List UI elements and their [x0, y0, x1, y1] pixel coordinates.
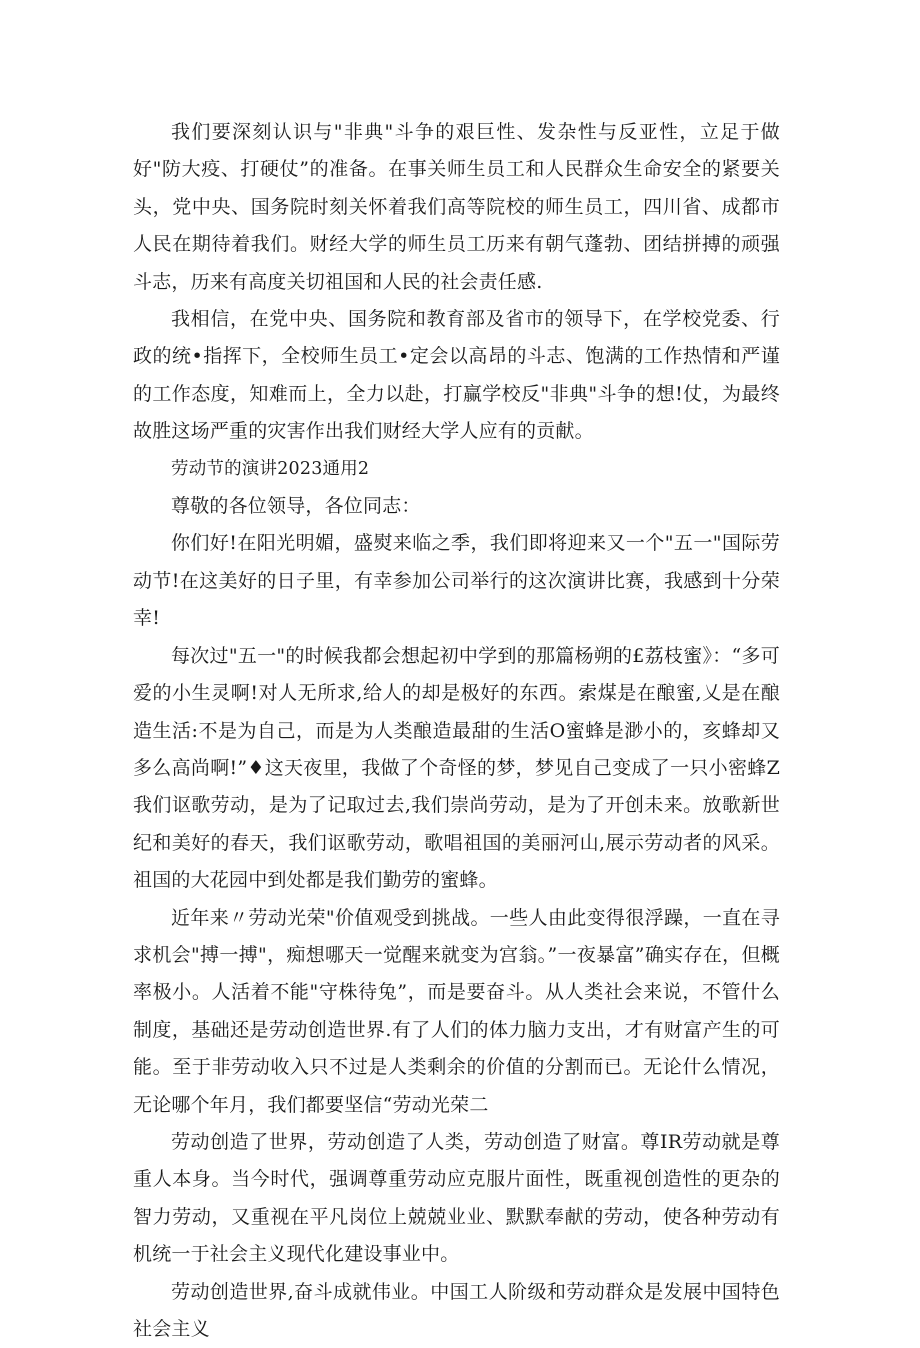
- section-title: 劳动节的演讲2023通用2: [171, 458, 370, 479]
- paragraph-belief-and-contribution: 我相信，在党中央、国务院和教育部及省市的领导下，在学校党委、行政的统•指挥下，全校师生员工•定会以高昂的斗志、饱满的工作热情和严谨的工作态度，知难而上，全力以赴，打赢学校反"非典"斗争的想!仗，为最终故胜这场严重的灾害作出我们财经大学人应有的贡献。: [133, 308, 780, 443]
- paragraph-greeting: 你们好!在阳光明媚，盛熨来临之季，我们即将迎来又一个"五一"国际劳动节!在这美好的日子里，有幸参加公司举行的这次演讲比赛，我感到十分荣幸!: [133, 532, 780, 630]
- paragraph-labor-values: 近年来〃劳动光荣"价值观受到挑战。一些人由此变得很浮躁，一直在寻求机会"搏一搏"，痴想哪天一觉醒来就变为宫翁。”一夜暴富”确实存在，但概率极小。人活着不能"守株待兔”，而是要奋斗。从人类社会来说，不管什么制度，基础还是劳动创造世界.有了人们的体力脑力支出，才有财富产生的可能。至于非劳动收入只不过是人类剩余的价值的分割而已。无论什么情况，无论哪个年月，我们都要坚信“劳动光荣二: [133, 906, 780, 1116]
- document-body: [133, 114, 780, 1348]
- paragraph-respect-labor: 劳动创造了世界，劳动创造了人类，劳动创造了财富。尊IR劳动就是尊重人本身。当今时代，强调尊重劳动应克服片面性，既重视创造性的更杂的智力劳动，又重视在平凡岗位上兢兢业业、默默奉献的劳动，使各种劳动有机统一于社会主义现代化建设事业中。: [133, 1130, 780, 1266]
- paragraph-fight-sars-difficulty: 我们要深刻认识与"非典"斗争的艰巨性、发杂性与反亚性，立足于做好"防大疫、打硬仗”的准备。在事关师生员工和人民群众生命安全的紧要关头，党中央、国务院时刻关怀着我们高等院校的师生员工，四川省、成都市人民在期待着我们。财经大学的师生员工历来有朝气蓬勃、团结拼搏的顽强斗志，历来有高度关切祖国和人民的社会责任感.: [133, 121, 780, 293]
- paragraph-bee-story: 每次过"五一"的时候我都会想起初中学到的那篇杨朔的£荔枝蜜》：“多可爱的小生灵啊!对人无所求,给人的却是极好的东西。索煤是在酿蜜,乂是在酿造生活:不是为自己，而是为人类酿造最甜的生活O蜜蜂是渺小的，亥蜂却又多么高尚啊!”♦这天夜里，我做了个奇怪的梦，梦见自己变成了一只小密蜂Z我们讴歌劳动，是为了记取过去,我们崇尚劳动，是为了开创未来。放歌新世纪和美好的春天，我们讴歌劳动，歌唱祖国的美丽河山,展示劳动者的风采。祖国的大花园中到处都是我们勤劳的蜜蜂。: [133, 644, 780, 892]
- paragraph-create-world: 劳动创造世界,奋斗成就伟业。中国工人阶级和劳动群众是发展中国特色社会主义: [133, 1280, 780, 1340]
- salutation: 尊敬的各位领导，各位同志：: [171, 495, 421, 518]
